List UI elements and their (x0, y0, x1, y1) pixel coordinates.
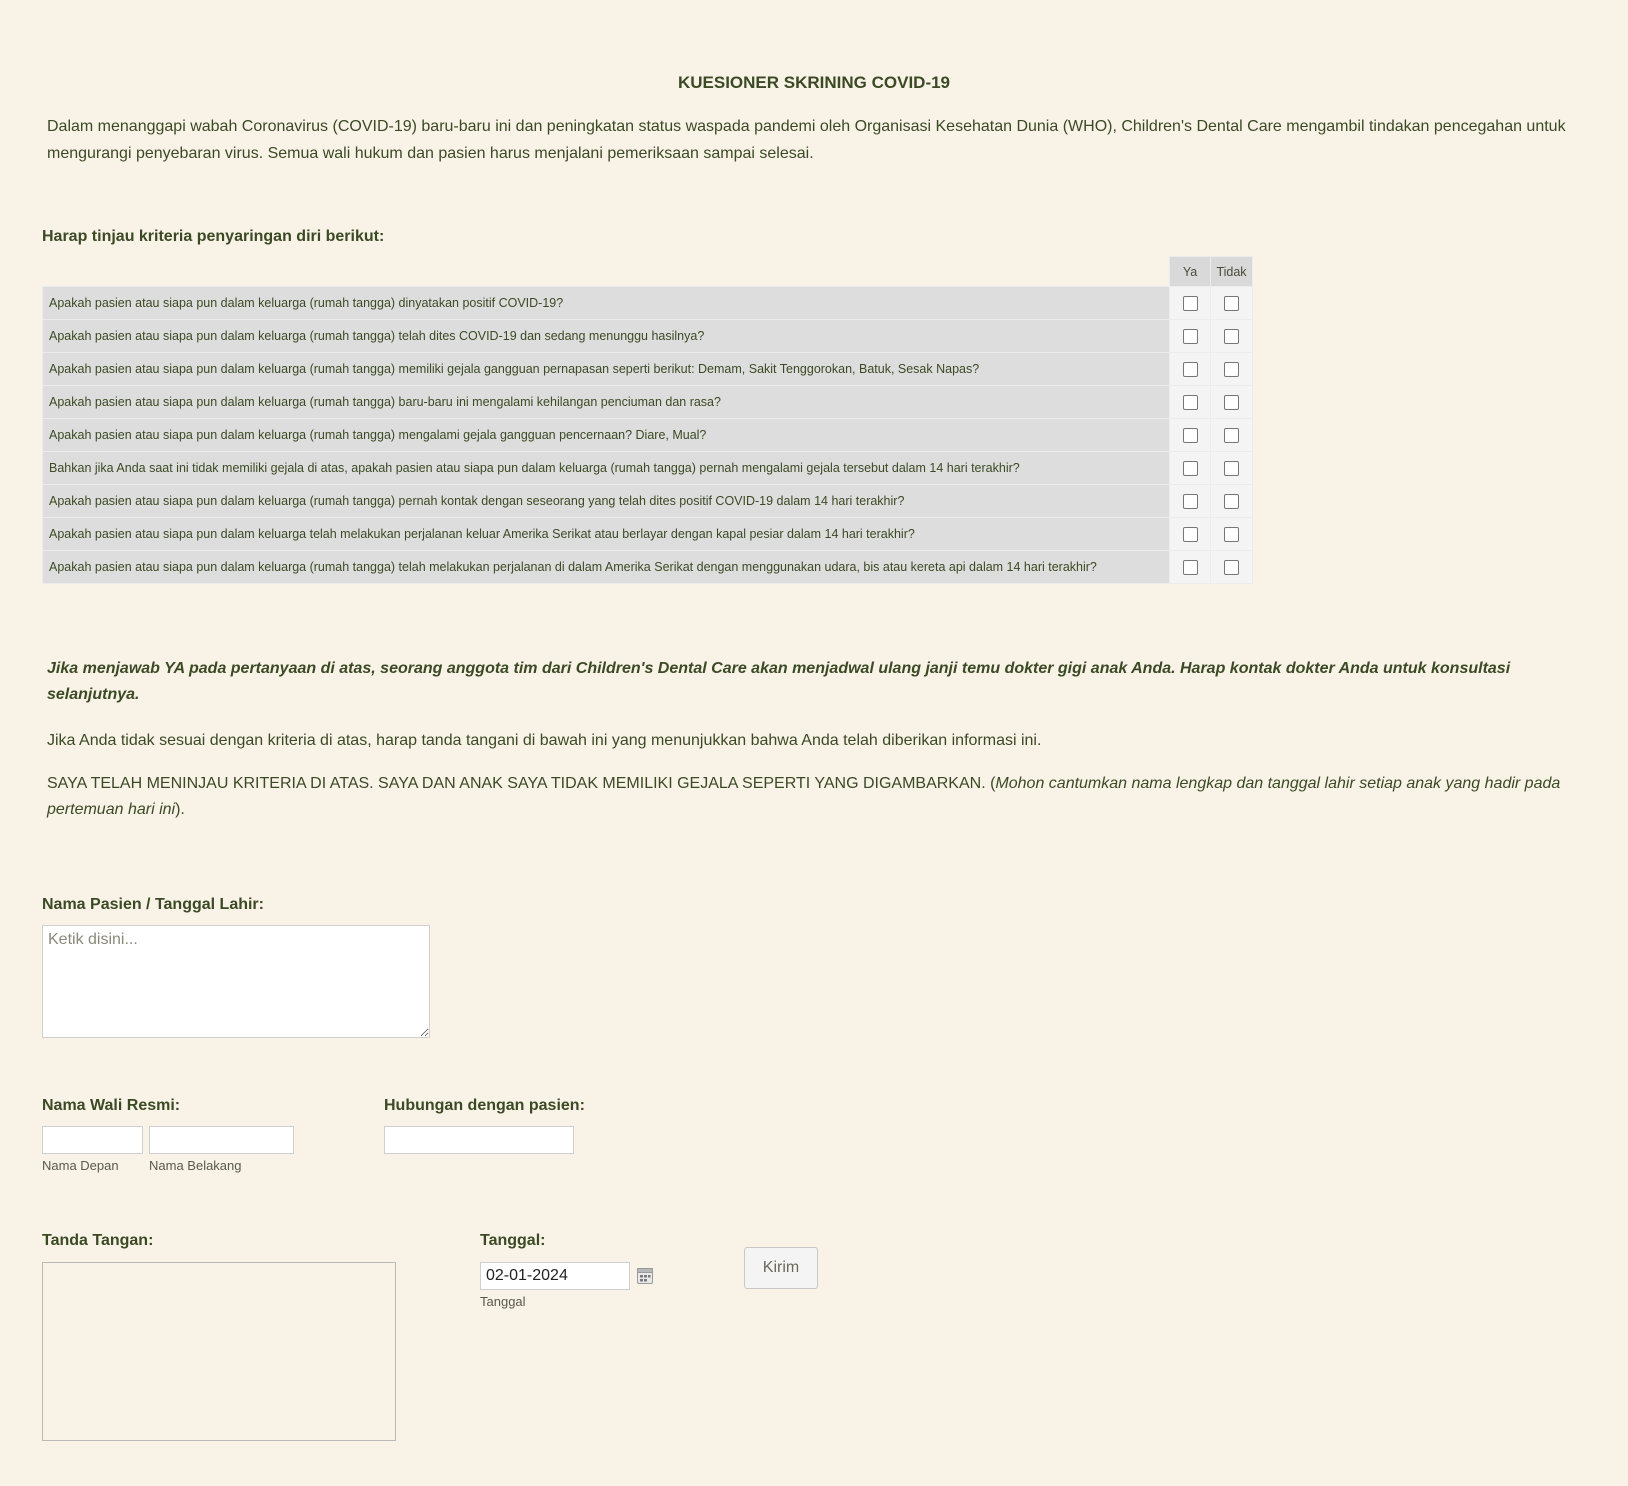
declaration-main: SAYA TELAH MENINJAU KRITERIA DI ATAS. SAYA DAN ANAK SAYA TIDAK MEMILIKI GEJALA SEPERTI YANG DIGAMBARKAN. ( (47, 775, 996, 792)
date-input[interactable] (480, 1262, 630, 1290)
answer-cell-tidak (1211, 353, 1253, 386)
screening-matrix (42, 256, 1253, 584)
answer-cell-tidak (1211, 287, 1253, 320)
question-row (43, 287, 1253, 320)
checkbox-tidak[interactable] (1224, 395, 1239, 410)
question-text: Apakah pasien atau siapa pun dalam keluarga (rumah tangga) memiliki gejala gangguan pernapasan seperti berikut: Demam, Sakit Tenggorokan, Batuk, Sesak Napas? (43, 353, 1170, 386)
question-text: Apakah pasien atau siapa pun dalam keluarga (rumah tangga) pernah kontak dengan seseorang yang telah dites positif COVID-19 dalam 14 hari terakhir? (43, 485, 1170, 518)
question-row (43, 320, 1253, 353)
answer-cell-ya (1170, 485, 1211, 518)
intro-text: Dalam menanggapi wabah Coronavirus (COVID-19) baru-baru ini dan peningkatan status waspada pandemi oleh Organisasi Kesehatan Dunia (WHO), Children's Dental Care mengambil tindakan pencegahan untuk mengurangi penyebaran virus. Semua wali hukum dan pasien harus menjalani pemeriksaan sampai selesai. (47, 118, 1566, 162)
answer-cell-tidak (1211, 485, 1253, 518)
question-text: Apakah pasien atau siapa pun dalam keluarga (rumah tangga) telah dites COVID-19 dan sedang menunggu hasilnya? (43, 320, 1170, 353)
question-row (43, 386, 1253, 419)
answer-cell-tidak (1211, 452, 1253, 485)
warning-text: Jika menjawab YA pada pertanyaan di atas, seorang anggota tim dari Children's Dental Care akan menjadwal ulang janji temu dokter gigi anak Anda. Harap kontak dokter Anda untuk konsultasi selanjutnya. (47, 660, 1511, 703)
checkbox-tidak[interactable] (1224, 428, 1239, 443)
calendar-icon[interactable] (637, 1268, 653, 1284)
question-text: Apakah pasien atau siapa pun dalam keluarga telah melakukan perjalanan keluar Amerika Serikat atau berlayar dengan kapal pesiar dalam 14 hari terakhir? (43, 518, 1170, 551)
question-row (43, 353, 1253, 386)
checkbox-tidak[interactable] (1224, 527, 1239, 542)
question-row (43, 419, 1253, 452)
answer-cell-ya (1170, 518, 1211, 551)
checkbox-tidak[interactable] (1224, 296, 1239, 311)
relationship-label: Hubungan dengan pasien: (384, 1097, 585, 1114)
answer-cell-tidak (1211, 419, 1253, 452)
question-row (43, 452, 1253, 485)
guardian-first-name-input[interactable] (42, 1126, 143, 1154)
answer-cell-ya (1170, 419, 1211, 452)
info-text: Jika Anda tidak sesuai dengan kriteria di atas, harap tanda tangani di bawah ini yang menunjukkan bahwa Anda telah diberikan informasi ini. (47, 732, 1042, 749)
form-title: KUESIONER SKRINING COVID-19 (677, 73, 951, 92)
answer-cell-ya (1170, 386, 1211, 419)
question-text: Apakah pasien atau siapa pun dalam keluarga (rumah tangga) dinyatakan positif COVID-19? (43, 287, 1170, 320)
first-name-sublabel: Nama Depan (42, 1158, 119, 1173)
guardian-last-name-input[interactable] (149, 1126, 294, 1154)
answer-cell-ya (1170, 551, 1211, 584)
date-label: Tanggal: (480, 1232, 546, 1249)
checkbox-ya[interactable] (1183, 296, 1198, 311)
declaration-end: ). (175, 801, 185, 818)
checkbox-tidak[interactable] (1224, 329, 1239, 344)
last-name-sublabel: Nama Belakang (149, 1158, 242, 1173)
matrix-corner (43, 257, 1170, 287)
answer-cell-ya (1170, 353, 1211, 386)
question-text: Apakah pasien atau siapa pun dalam keluarga (rumah tangga) telah melakukan perjalanan di dalam Amerika Serikat dengan menggunakan udara, bis atau kereta api dalam 14 hari terakhir? (43, 551, 1170, 584)
answer-cell-tidak (1211, 320, 1253, 353)
column-header-tidak: Tidak (1211, 257, 1253, 287)
answer-cell-ya (1170, 320, 1211, 353)
question-row (43, 485, 1253, 518)
checkbox-ya[interactable] (1183, 560, 1198, 575)
checkbox-tidak[interactable] (1224, 494, 1239, 509)
checkbox-ya[interactable] (1183, 494, 1198, 509)
declaration-italic: Mohon cantumkan nama lengkap dan tanggal lahir setiap anak yang hadir pada pertemuan hari ini (47, 775, 1561, 818)
date-sublabel: Tanggal (480, 1294, 526, 1309)
answer-cell-tidak (1211, 518, 1253, 551)
checkbox-ya[interactable] (1183, 362, 1198, 377)
checkbox-tidak[interactable] (1224, 362, 1239, 377)
answer-cell-ya (1170, 452, 1211, 485)
checkbox-ya[interactable] (1183, 461, 1198, 476)
submit-button[interactable]: Kirim (744, 1247, 818, 1289)
question-row (43, 518, 1253, 551)
answer-cell-tidak (1211, 551, 1253, 584)
answer-cell-tidak (1211, 386, 1253, 419)
declaration-text (47, 771, 1567, 823)
checkbox-tidak[interactable] (1224, 461, 1239, 476)
patient-name-textarea[interactable] (42, 925, 430, 1038)
question-text: Bahkan jika Anda saat ini tidak memiliki gejala di atas, apakah pasien atau siapa pun dalam keluarga (rumah tangga) pernah mengalami gejala tersebut dalam 14 hari terakhir? (43, 452, 1170, 485)
signature-label: Tanda Tangan: (42, 1232, 154, 1249)
checkbox-ya[interactable] (1183, 527, 1198, 542)
checkbox-tidak[interactable] (1224, 560, 1239, 575)
relationship-input[interactable] (384, 1126, 574, 1154)
checkbox-ya[interactable] (1183, 395, 1198, 410)
checkbox-ya[interactable] (1183, 428, 1198, 443)
checkbox-ya[interactable] (1183, 329, 1198, 344)
patient-label: Nama Pasien / Tanggal Lahir: (42, 896, 264, 913)
screening-label: Harap tinjau kriteria penyaringan diri berikut: (42, 228, 385, 245)
question-text: Apakah pasien atau siapa pun dalam keluarga (rumah tangga) mengalami gejala gangguan pencernaan? Diare, Mual? (43, 419, 1170, 452)
answer-cell-ya (1170, 287, 1211, 320)
signature-pad[interactable] (42, 1262, 396, 1441)
question-text: Apakah pasien atau siapa pun dalam keluarga (rumah tangga) baru-baru ini mengalami kehilangan penciuman dan rasa? (43, 386, 1170, 419)
column-header-ya: Ya (1170, 257, 1211, 287)
question-row (43, 551, 1253, 584)
guardian-label: Nama Wali Resmi: (42, 1097, 181, 1114)
